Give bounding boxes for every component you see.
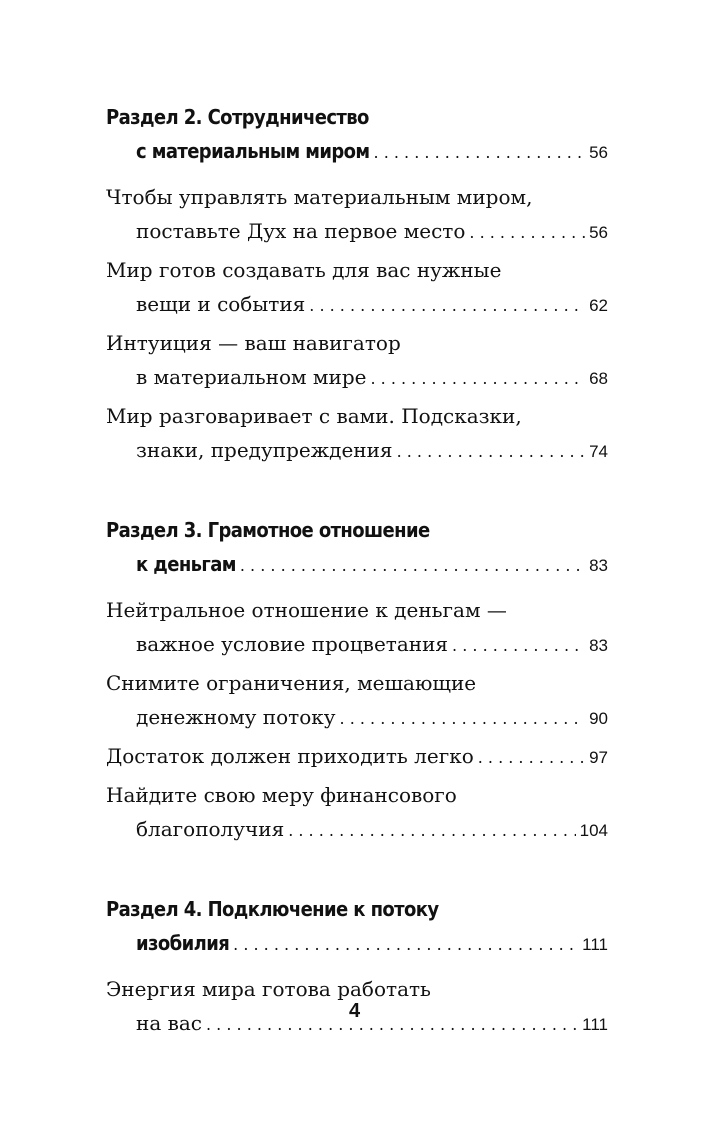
toc-section-title: Раздел 3. Грамотное отношение: [106, 518, 430, 542]
toc-item-title-cont: денежному потоку: [136, 705, 336, 729]
toc-section-title: Раздел 2. Сотрудничество: [106, 105, 369, 129]
toc-page-number: 68: [589, 369, 608, 388]
toc-item-title: Энергия мира готова работать: [106, 977, 431, 1001]
toc-item-title-cont: в материальном мире: [136, 365, 367, 389]
toc-item-title-cont: поставьте Дух на первое место: [136, 219, 466, 243]
toc-item[interactable]: [106, 253, 608, 323]
toc-page-number: 62: [589, 296, 608, 315]
leader-dots: [340, 702, 586, 736]
toc-item-title: Нейтральное отношение к деньгам —: [106, 598, 507, 622]
toc-item-title: Интуиция — ваш навигатор: [106, 331, 401, 355]
toc-item[interactable]: [106, 180, 608, 250]
toc-item-title: Чтобы управлять материальным миром,: [106, 185, 533, 209]
toc-item[interactable]: [106, 593, 608, 663]
leader-dots: [478, 741, 585, 775]
leader-dots: [397, 435, 586, 469]
toc-item[interactable]: [106, 666, 608, 736]
leader-dots: [309, 289, 585, 323]
toc-section-3: [106, 513, 608, 583]
toc-page-number: 56: [589, 143, 608, 162]
toc-item-title-cont: на вас: [136, 1011, 202, 1035]
toc-item-title: Мир готов создавать для вас нужные: [106, 258, 502, 282]
toc-item-title-cont: вещи и события: [136, 292, 306, 316]
toc-page-number: 83: [589, 556, 608, 575]
toc-section-title: Раздел 4. Подключение к потоку: [106, 897, 439, 921]
table-of-contents: [106, 100, 608, 1042]
toc-page-number: 111: [582, 1015, 608, 1034]
toc-section-title-cont: к деньгам: [136, 552, 236, 576]
leader-dots: [370, 362, 585, 396]
toc-page-number: 111: [582, 935, 608, 954]
toc-item[interactable]: [106, 399, 608, 469]
toc-item[interactable]: [106, 778, 608, 848]
leader-dots: [469, 216, 585, 250]
toc-item-title: Снимите ограничения, мешающие: [106, 671, 477, 695]
toc-section-4: [106, 892, 608, 962]
toc-item[interactable]: [106, 326, 608, 396]
leader-dots: [233, 928, 578, 962]
toc-item-title-cont: знаки, предупреждения: [136, 438, 393, 462]
toc-page-number: 74: [589, 442, 608, 461]
page-number: 4: [348, 1000, 361, 1022]
toc-item-title: Достаток должен приходить легко: [106, 744, 474, 768]
toc-item-title-cont: благополучия: [136, 817, 285, 841]
toc-section-2: [106, 100, 608, 170]
toc-section-title-cont: с материальным миром: [136, 139, 370, 163]
toc-page-number: 83: [589, 636, 608, 655]
toc-item-title: Мир разговаривает с вами. Подсказки,: [106, 404, 522, 428]
toc-page-number: 97: [589, 748, 608, 767]
toc-page-number: 56: [589, 223, 608, 242]
toc-page-number: 90: [589, 709, 608, 728]
toc-item-title-cont: важное условие процветания: [136, 632, 449, 656]
leader-dots: [240, 549, 585, 583]
toc-page-number: 104: [579, 821, 608, 840]
leader-dots: [374, 136, 586, 170]
toc-item-title: Найдите свою меру финансового: [106, 783, 457, 807]
leader-dots: [452, 629, 585, 663]
toc-item[interactable]: [106, 739, 608, 775]
leader-dots: [288, 814, 575, 848]
toc-section-title-cont: изобилия: [136, 931, 230, 955]
